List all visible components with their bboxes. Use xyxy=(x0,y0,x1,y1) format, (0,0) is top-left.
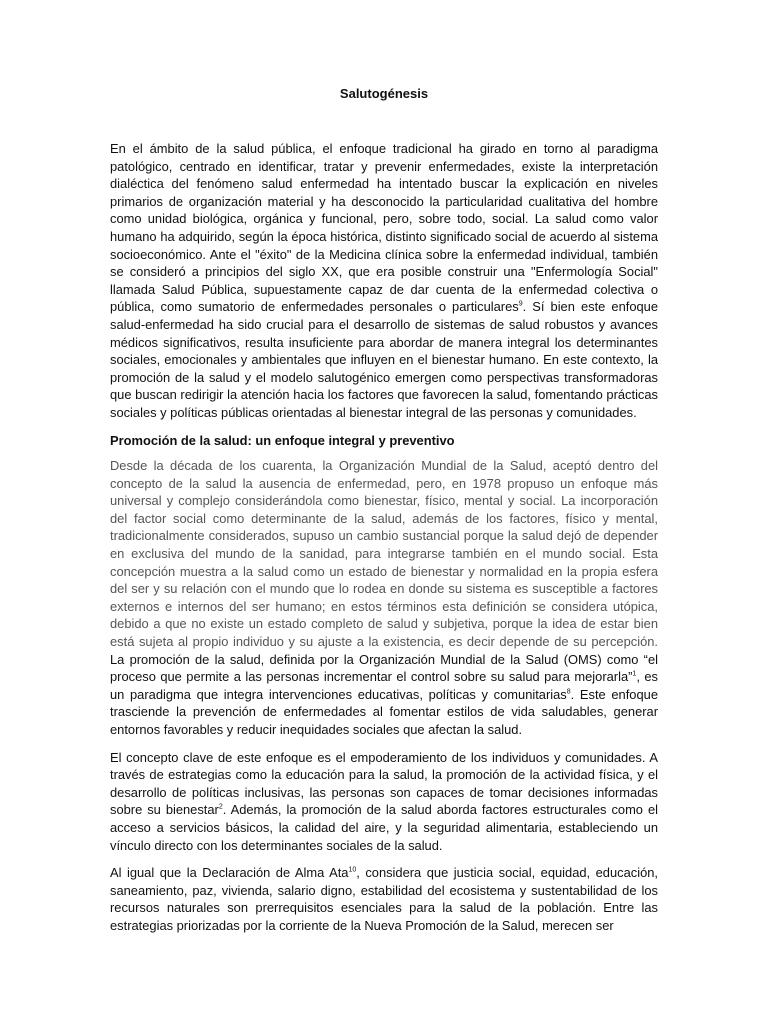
paragraph-empowerment-text: El concepto clave de este enfoque es el empoderamiento de los individuos y comunidades. A través de estrategias como la educación para la salud, la promoción de la actividad física, y el desarrollo de políticas inclusivas, las personas son capaces de tomar decisiones informadas sobre su bienestar xyxy=(110,749,658,818)
paragraph-promotion-text: La promoción de la salud, definida por la Organización Mundial de la Salud (OMS) como “el proceso que permite a las personas incrementar el control sobre su salud para mejorarla” xyxy=(110,651,658,685)
document-body xyxy=(110,140,658,945)
footnote-ref: 2 xyxy=(218,804,223,812)
paragraph-alma-ata-text: Al igual que la Declaración de Alma Ata xyxy=(110,865,349,881)
paragraph-intro xyxy=(110,140,658,422)
paragraph-promotion-text-2: , es un paradigma que integra intervenciones educativas, políticas y comunitarias xyxy=(110,669,658,702)
paragraph-empowerment xyxy=(110,749,658,855)
paragraph-empowerment-text-cont: . Además, la promoción de la salud aborda factores estructurales como el acceso a servicios básicos, la calidad del aire, y la seguridad alimentaria, estableciendo un vínculo directo con los determinantes sociales de la salud. xyxy=(110,802,658,853)
footnote-ref: 1 xyxy=(632,670,637,678)
paragraph-alma-ata xyxy=(110,864,658,934)
paragraph-alma-ata-text-cont: , considera que justicia social, equidad, educación, saneamiento, paz, vivienda, salario digno, estabilidad del ecosistema y sustentabilidad de los recursos naturales son prerrequisitos esenciales para la salud de la población. Entre las estrategias priorizadas por la corriente de la Nueva Promoción de la Salud, merecen ser xyxy=(110,865,658,933)
paragraph-promotion-text-3: . Este enfoque trasciende la prevención de enfermedades al fomentar estilos de vida saludables, generar entornos favorables y reducir inequidades sociales que afectan la salud. xyxy=(110,686,658,737)
paragraph-promotion xyxy=(110,457,658,739)
paragraph-intro-text: En el ámbito de la salud pública, el enfoque tradicional ha girado en torno al paradigma patológico, centrado en identificar, tratar y prevenir enfermedades, existe la interpretación dialéctica del fenómeno salud enfermedad ha intentado buscar la explicación en niveles primarios de organización material y ha desconocido la particularidad cualitativa del hombre como unidad biológica, orgánica y funcional, pero, sobre todo, social. La salud como valor humano ha adquirido, según la época histórica, distinto significado social de acuerdo al sistema socioeconómico. Ante el "éxito" de la Medicina clínica sobre la enfermedad individual, también se consideró a principios del siglo XX, que era posible construir una "Enfermología Social" llamada Salud Pública, supuestamente capaz de dar cuenta de la enfermedad colectiva o pública, como sumatorio de enfermedades personales o particulares xyxy=(110,141,658,315)
paragraph-promotion-gray-text: Desde la década de los cuarenta, la Organización Mundial de la Salud, aceptó dentro del concepto de la salud la ausencia de enfermedad, pero, en 1978 propuso un enfoque más universal y complejo considerándola como bienestar, físico, mental y social. La incorporación del factor social como determinante de la salud, además de los factores, físico y mental, tradicionalmente considerados, supuso un cambio sustancial porque la salud dejó de depender en exclusiva del mundo de la sanidad, para integrarse también en el mundo social. Esta concepción muestra a la salud como un estado de bienestar y normalidad en la propia esfera del ser y su relación con el mundo que lo rodea en donde su sistema es susceptible a factores externos e internos del ser humano; en estos términos esta definición se considera utópica, debido a que no existe un estado completo de salud y subjetiva, porque la idea de estar bien está sujeta al propio individuo y su ajuste a la existencia, es decir depende de su percepción. xyxy=(110,458,658,650)
footnote-ref: 8 xyxy=(566,688,571,696)
footnote-ref: 10 xyxy=(348,866,357,874)
document-title: Salutogénesis xyxy=(339,86,429,101)
paragraph-intro-text-cont: . Sí bien este enfoque salud-enfermedad ha sido crucial para el desarrollo de sistemas de salud robustos y avances médicos significativos, resulta insuficiente para abordar de manera integral los determinantes sociales, emocionales y ambientales que influyen en el bienestar humano. En este contexto, la promoción de la salud y el modelo salutogénico emergen como perspectivas transformadoras que buscan redirigir la atención hacia los factores que favorecen la salud, fomentando prácticas sociales y políticas públicas orientadas al bienestar integral de las personas y comunidades. xyxy=(110,299,659,420)
footnote-ref: 9 xyxy=(518,301,523,309)
section-heading: Promoción de la salud: un enfoque integral y preventivo xyxy=(110,432,455,448)
